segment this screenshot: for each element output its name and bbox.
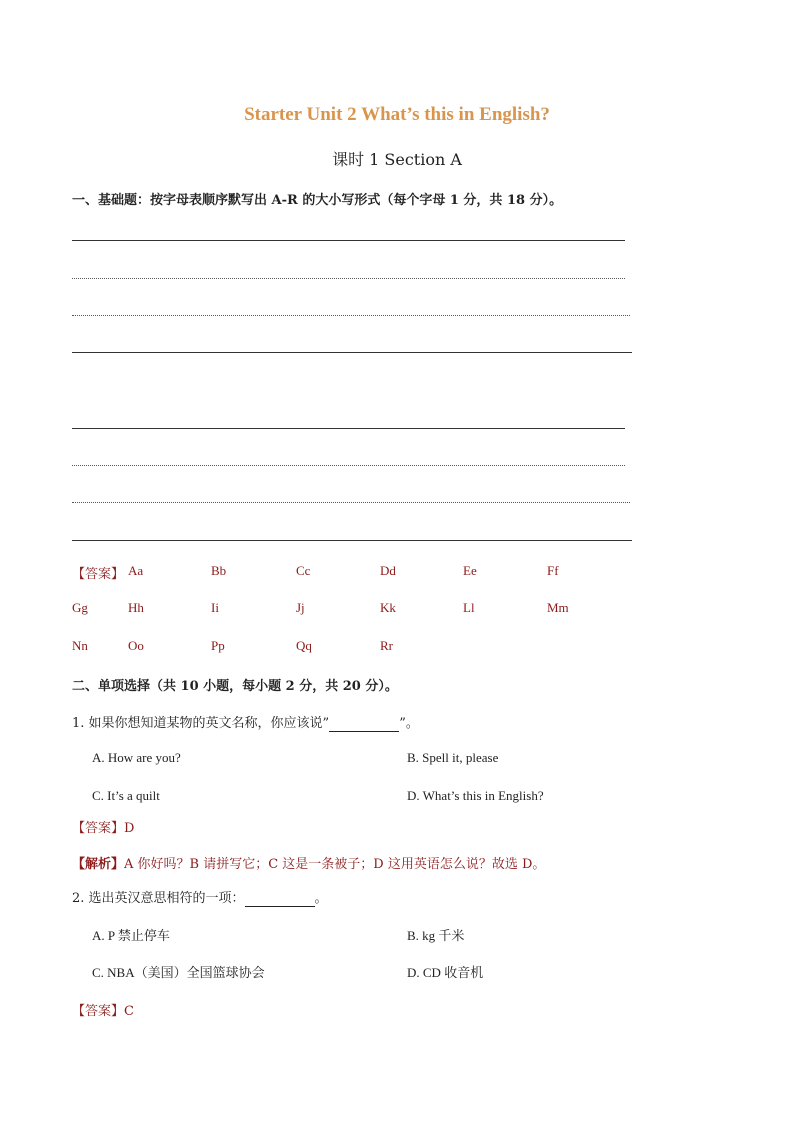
answer-letter: Dd xyxy=(380,563,396,578)
answer-letter: Ii xyxy=(211,600,219,615)
page-title: Starter Unit 2 What’s this in English? xyxy=(244,104,550,125)
answer-letter: Aa xyxy=(128,563,144,578)
q1-analysis xyxy=(72,853,545,872)
writing-line xyxy=(72,352,632,353)
question-1-text: 1. 如果你想知道某物的英文名称，你应该说” xyxy=(72,716,330,731)
answer-letter: Cc xyxy=(296,563,311,578)
answer-letter: Rr xyxy=(380,638,393,653)
analysis-label: 【解析】 xyxy=(72,857,125,872)
writing-line xyxy=(72,278,625,279)
answer-letter: Hh xyxy=(128,600,144,615)
answer-letter: Bb xyxy=(211,563,227,578)
question-2-text-end: 。 xyxy=(314,891,328,906)
q2-option-b: B. kg 千米 xyxy=(407,928,465,943)
q2-option-d: D. CD 收音机 xyxy=(407,965,484,980)
section2-heading: 二、单项选择（共 10 小题，每小题 2 分，共 20 分）。 xyxy=(72,679,398,694)
section1-heading: 一、基础题：按字母表顺序默写出 A-R 的大小写形式（每个字母 1 分，共 18 分）。 xyxy=(72,193,563,208)
question-1-stem xyxy=(72,712,419,732)
page-subtitle: 课时 1 Section A xyxy=(332,150,462,169)
q2-option-c: C. NBA（美国）全国篮球协会 xyxy=(92,965,265,980)
q1-option-a: A. How are you? xyxy=(92,750,181,765)
answer-letter: Oo xyxy=(128,638,144,653)
question-1-text-end: ”。 xyxy=(399,716,419,731)
writing-line xyxy=(72,315,630,316)
writing-line xyxy=(72,428,625,429)
writing-line xyxy=(72,502,630,503)
answer-blank xyxy=(245,891,315,907)
q1-option-d: D. What’s this in English? xyxy=(407,788,544,803)
answer-letter: Ll xyxy=(463,600,475,615)
answer-letter: Ee xyxy=(463,563,477,578)
answer-letter: Pp xyxy=(211,638,225,653)
analysis-text: A 你好吗？B 请拼写它；C 这是一条被子；D 这用英语怎么说？故选 D。 xyxy=(124,857,546,872)
answer-letter: Nn xyxy=(72,638,88,653)
answer-letter: Qq xyxy=(296,638,312,653)
q2-answer: 【答案】C xyxy=(72,1004,134,1019)
q1-answer: 【答案】D xyxy=(72,821,135,836)
writing-line xyxy=(72,540,632,541)
answer-label: 【答案】 xyxy=(72,567,125,582)
q2-option-a: A. P 禁止停车 xyxy=(92,928,170,943)
answer-letter: Mm xyxy=(547,600,569,615)
answer-letter: Kk xyxy=(380,600,396,615)
question-2-stem xyxy=(72,887,328,907)
q1-option-c: C. It’s a quilt xyxy=(92,788,160,803)
writing-line xyxy=(72,465,625,466)
answer-blank xyxy=(329,716,399,732)
writing-line xyxy=(72,240,625,241)
question-2-text: 2. 选出英汉意思相符的一项： xyxy=(72,891,245,906)
answer-letter: Ff xyxy=(547,563,559,578)
q1-option-b: B. Spell it, please xyxy=(407,750,499,765)
answer-letter: Gg xyxy=(72,600,88,615)
answer-letter: Jj xyxy=(296,600,305,615)
